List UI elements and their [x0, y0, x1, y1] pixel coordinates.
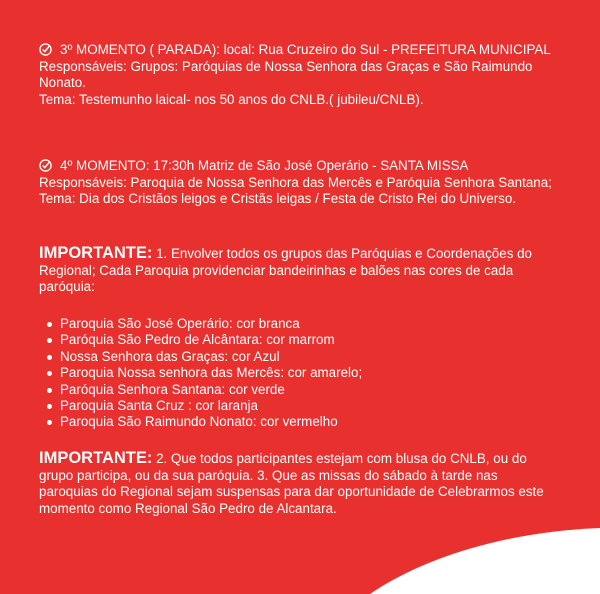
important-2-text: 2. Que todos participantes estejam com blusa do CNLB, ou do grupo participa, ou da sua paróquia. 3. Que as missas do sábado à tarde nas paroquias do Regional sejam suspensas para dar oportunidade de Celebrarmos este momento como Regional São Pedro de Alcantara.	[39, 451, 544, 516]
important-1-text: 1. Envolver todos os grupos das Paróquias e Coordenações do Regional; Cada Paroquia providenciar bandeirinhas e balões nas cores de cada paróquia:	[39, 246, 532, 295]
list-item: Paroquia São José Operário: cor branca	[45, 316, 362, 332]
moment-3-title: 3º MOMENTO ( PARADA): local: Rua Cruzeiro do Sul - PREFEITURA MUNICIPAL	[60, 42, 551, 57]
list-item: Paróquia São Pedro de Alcântara: cor marrom	[45, 332, 362, 348]
moment-3-responsaveis: Responsáveis: Grupos: Paróquias de Nossa Senhora das Graças e São Raimundo Nonato.	[39, 58, 533, 91]
list-item: Nossa Senhora das Graças: cor Azul	[45, 349, 362, 365]
moment-4-tema: Tema: Dia dos Cristãos leigos e Cristãs leigas / Festa de Cristo Rei do Universo.	[39, 191, 517, 207]
moment-4-title: 4º MOMENTO: 17:30h Matriz de São José Operário - SANTA MISSA	[60, 158, 469, 173]
moment-4-responsaveis: Responsáveis: Paroquia de Nossa Senhora das Mercês e Paróquia Senhora Santana;	[39, 174, 552, 190]
list-item: Paroquia Nossa senhora das Mercês: cor amarelo;	[45, 365, 362, 381]
list-item: Paroquia São Raimundo Nonato: cor vermelho	[45, 414, 362, 430]
list-item: Paroquia Santa Cruz : cor laranja	[45, 398, 362, 414]
important-1-label: IMPORTANTE:	[39, 244, 153, 262]
important-2-label: IMPORTANTE:	[39, 449, 153, 467]
moment-3-tema: Tema: Testemunho laical- nos 50 anos do CNLB.( jubileu/CNLB).	[39, 91, 424, 107]
list-item: Paróquia Senhora Santana: cor verde	[45, 382, 362, 398]
